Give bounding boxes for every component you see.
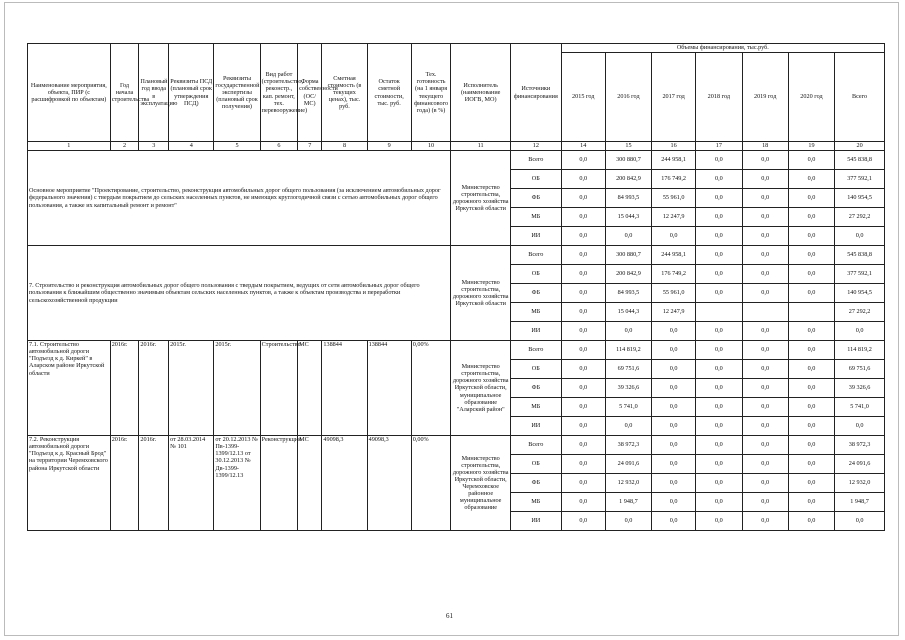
value-cell: 0,0: [835, 227, 885, 246]
value-cell: 0,0: [788, 493, 834, 512]
source-cell: ФБ: [510, 189, 561, 208]
value-cell: 0,0: [788, 417, 834, 436]
header-ownership: Форма собственности (ОС/МС): [298, 44, 322, 142]
value-cell: 0,0: [742, 208, 788, 227]
value-cell: 0,0: [652, 455, 696, 474]
table-row: [28, 246, 885, 265]
value-cell: 0,0: [742, 512, 788, 531]
value-cell: 0,0: [742, 189, 788, 208]
source-cell: МБ: [510, 303, 561, 322]
object-name: 7.2. Реконструкция автомобильной дороги "Подъезд к д. Красный Брод" на территории Черемховского района Иркутской области: [28, 436, 111, 531]
value-cell: 545 838,8: [835, 151, 885, 170]
section-name: 7. Строительство и реконструкция автомобильных дорог общего пользования с твердым покрытием, ведущих от сети автомобильных дорог общего пользования к ближайшим общественно значимым объектам сельских населенных пунктов, а также к объектам производства и переработки сельскохозяйственной продукции: [28, 246, 451, 341]
value-cell: 0,0: [696, 512, 742, 531]
column-number: 6: [260, 142, 297, 151]
source-cell: Всего: [510, 151, 561, 170]
value-cell: 0,0: [561, 379, 605, 398]
value-cell: 1 948,7: [605, 493, 651, 512]
source-cell: Всего: [510, 436, 561, 455]
value-cell: 0,0: [835, 417, 885, 436]
value-cell: 0,0: [652, 417, 696, 436]
value-cell: 244 958,1: [652, 151, 696, 170]
value-cell: 0,0: [652, 227, 696, 246]
object-year-start: 2016г.: [110, 341, 139, 436]
column-number: 8: [322, 142, 367, 151]
object-planned-year: 2016г.: [139, 436, 169, 531]
value-cell: 0,0: [742, 455, 788, 474]
value-cell: 0,0: [652, 398, 696, 417]
value-cell: 0,0: [742, 151, 788, 170]
value-cell: [742, 303, 788, 322]
value-cell: 0,0: [742, 398, 788, 417]
column-number: 19: [788, 142, 834, 151]
object-remaining-cost: 138844: [367, 341, 411, 436]
source-cell: ОБ: [510, 455, 561, 474]
column-number: 9: [367, 142, 411, 151]
header-name: Наименование мероприятия, объекта, ПИР (с расшифровкой по объектам): [28, 44, 111, 142]
value-cell: 0,0: [696, 189, 742, 208]
value-cell: 0,0: [605, 417, 651, 436]
value-cell: 0,0: [561, 246, 605, 265]
column-number: 14: [561, 142, 605, 151]
value-cell: 0,0: [742, 474, 788, 493]
value-cell: 55 961,0: [652, 189, 696, 208]
value-cell: 15 044,3: [605, 303, 651, 322]
value-cell: 0,0: [652, 322, 696, 341]
value-cell: 0,0: [561, 189, 605, 208]
value-cell: 0,0: [788, 208, 834, 227]
column-number: 5: [214, 142, 260, 151]
value-cell: 0,0: [652, 341, 696, 360]
value-cell: 0,0: [742, 436, 788, 455]
financing-table: [27, 43, 885, 531]
value-cell: 0,0: [788, 436, 834, 455]
source-cell: ФБ: [510, 379, 561, 398]
object-name: 7.1. Строительство автомобильной дороги "Подъезд к д. Киркей" в Аларском районе Иркутской области: [28, 341, 111, 436]
value-cell: 0,0: [788, 265, 834, 284]
value-cell: 0,0: [742, 341, 788, 360]
value-cell: 0,0: [561, 455, 605, 474]
value-cell: 0,0: [561, 284, 605, 303]
value-cell: 0,0: [561, 322, 605, 341]
value-cell: 0,0: [788, 322, 834, 341]
value-cell: 0,0: [788, 341, 834, 360]
header-executor: Исполнитель (наименование ИОГВ, МО): [451, 44, 511, 142]
source-cell: МБ: [510, 493, 561, 512]
value-cell: 24 091,6: [605, 455, 651, 474]
header-year: 2017 год: [652, 53, 696, 142]
value-cell: 1 948,7: [835, 493, 885, 512]
value-cell: 0,0: [788, 246, 834, 265]
object-expertise: от 20.12.2013 № Пв-1399-1399/12.13 от 30.12.2013 № Дв-1399-1399/12.13: [214, 436, 260, 531]
value-cell: 0,0: [652, 360, 696, 379]
value-cell: 39 326,6: [605, 379, 651, 398]
value-cell: 200 842,9: [605, 265, 651, 284]
value-cell: 300 880,7: [605, 151, 651, 170]
value-cell: 0,0: [788, 455, 834, 474]
source-cell: ОБ: [510, 265, 561, 284]
object-estimated-cost: 49098,3: [322, 436, 367, 531]
value-cell: 0,0: [742, 265, 788, 284]
object-ownership: МС: [298, 341, 322, 436]
column-number: 15: [605, 142, 651, 151]
object-year-start: 2016г.: [110, 436, 139, 531]
table-row: [28, 436, 885, 455]
column-number: 16: [652, 142, 696, 151]
value-cell: 0,0: [788, 284, 834, 303]
value-cell: 0,0: [742, 379, 788, 398]
value-cell: 377 592,1: [835, 265, 885, 284]
header-year_start: Год начала строительства: [110, 44, 139, 142]
header-remaining_cost: Остаток сметной стоимости, тыс. руб.: [367, 44, 411, 142]
value-cell: 114 819,2: [835, 341, 885, 360]
value-cell: 0,0: [742, 417, 788, 436]
source-cell: Всего: [510, 341, 561, 360]
value-cell: 0,0: [561, 208, 605, 227]
value-cell: 15 044,3: [605, 208, 651, 227]
value-cell: 0,0: [561, 303, 605, 322]
value-cell: 0,0: [696, 398, 742, 417]
header-expertise_requisites: Реквизиты государственной экспертизы (плановый срок получения): [214, 44, 260, 142]
value-cell: 176 749,2: [652, 265, 696, 284]
section-executor: Министерство строительства, дорожного хозяйства Иркутской области: [451, 246, 511, 341]
header-year: 2020 год: [788, 53, 834, 142]
column-number: 3: [139, 142, 169, 151]
value-cell: 0,0: [605, 512, 651, 531]
source-cell: ИИ: [510, 512, 561, 531]
column-number: 12: [510, 142, 561, 151]
value-cell: 0,0: [696, 379, 742, 398]
value-cell: 114 819,2: [605, 341, 651, 360]
column-number: 11: [451, 142, 511, 151]
value-cell: 300 880,7: [605, 246, 651, 265]
value-cell: 0,0: [561, 170, 605, 189]
column-number: 2: [110, 142, 139, 151]
value-cell: 0,0: [652, 436, 696, 455]
value-cell: 84 993,5: [605, 189, 651, 208]
value-cell: 69 751,6: [605, 360, 651, 379]
value-cell: 38 972,3: [605, 436, 651, 455]
object-psd: от 28.03.2014 № 101: [169, 436, 214, 531]
value-cell: 55 961,0: [652, 284, 696, 303]
value-cell: 0,0: [652, 379, 696, 398]
value-cell: 0,0: [561, 151, 605, 170]
value-cell: 0,0: [696, 436, 742, 455]
object-work-type: Строительство: [260, 341, 297, 436]
value-cell: 84 993,5: [605, 284, 651, 303]
value-cell: 38 972,3: [835, 436, 885, 455]
value-cell: 0,0: [788, 474, 834, 493]
value-cell: 0,0: [696, 493, 742, 512]
value-cell: 0,0: [742, 227, 788, 246]
value-cell: 0,0: [742, 170, 788, 189]
object-readiness: 0,00%: [411, 436, 451, 531]
table-row: [28, 341, 885, 360]
value-cell: 0,0: [742, 284, 788, 303]
value-cell: 0,0: [561, 341, 605, 360]
value-cell: 0,0: [561, 398, 605, 417]
value-cell: 0,0: [696, 455, 742, 474]
value-cell: 0,0: [788, 398, 834, 417]
value-cell: 0,0: [835, 512, 885, 531]
value-cell: 140 954,5: [835, 284, 885, 303]
object-psd: 2015г.: [169, 341, 214, 436]
source-cell: Всего: [510, 246, 561, 265]
value-cell: 0,0: [652, 512, 696, 531]
value-cell: 244 958,1: [652, 246, 696, 265]
object-readiness: 0,00%: [411, 341, 451, 436]
value-cell: 27 292,2: [835, 208, 885, 227]
header-psd_requisites: Реквизиты ПСД (плановый срок утверждения ПСД): [169, 44, 214, 142]
value-cell: 27 292,2: [835, 303, 885, 322]
value-cell: [696, 303, 742, 322]
column-number: 4: [169, 142, 214, 151]
value-cell: 0,0: [742, 360, 788, 379]
header-total: Всего: [835, 53, 885, 142]
value-cell: 0,0: [696, 151, 742, 170]
header-planned_year: Плановый год ввода в эксплуатацию: [139, 44, 169, 142]
value-cell: 545 838,8: [835, 246, 885, 265]
value-cell: 39 326,6: [835, 379, 885, 398]
value-cell: 0,0: [788, 360, 834, 379]
value-cell: 5 741,0: [605, 398, 651, 417]
value-cell: 0,0: [652, 493, 696, 512]
value-cell: 0,0: [788, 151, 834, 170]
source-cell: ОБ: [510, 360, 561, 379]
header-year: 2015 год: [561, 53, 605, 142]
value-cell: 0,0: [788, 379, 834, 398]
value-cell: 0,0: [561, 265, 605, 284]
value-cell: 0,0: [696, 265, 742, 284]
object-executor: Министерство строительства, дорожного хозяйства Иркутской области, муниципальное образование "Аларский район": [451, 341, 511, 436]
value-cell: 0,0: [561, 417, 605, 436]
value-cell: 0,0: [696, 227, 742, 246]
value-cell: 0,0: [696, 417, 742, 436]
value-cell: 0,0: [696, 341, 742, 360]
value-cell: 12 932,0: [835, 474, 885, 493]
value-cell: 377 592,1: [835, 170, 885, 189]
page-number: 61: [446, 612, 453, 620]
header-readiness: Тех. готовность (на 1 января текущего финансового года) (в %): [411, 44, 451, 142]
value-cell: 12 932,0: [605, 474, 651, 493]
value-cell: 24 091,6: [835, 455, 885, 474]
column-number: 10: [411, 142, 451, 151]
header-year: 2018 год: [696, 53, 742, 142]
object-executor: Министерство строительства, дорожного хозяйства Иркутской области, Черемховское районное муниципальное образование: [451, 436, 511, 531]
value-cell: 0,0: [696, 474, 742, 493]
value-cell: 0,0: [788, 227, 834, 246]
source-cell: ФБ: [510, 284, 561, 303]
value-cell: 0,0: [696, 360, 742, 379]
value-cell: 12 247,9: [652, 208, 696, 227]
value-cell: 0,0: [561, 360, 605, 379]
value-cell: 0,0: [696, 246, 742, 265]
object-expertise: 2015г.: [214, 341, 260, 436]
value-cell: 0,0: [696, 208, 742, 227]
value-cell: 0,0: [788, 512, 834, 531]
object-ownership: МС: [298, 436, 322, 531]
column-number: 17: [696, 142, 742, 151]
value-cell: 0,0: [652, 474, 696, 493]
header-financing-title: Объемы финансирования, тыс.руб.: [561, 44, 884, 53]
value-cell: 12 247,9: [652, 303, 696, 322]
value-cell: 0,0: [561, 493, 605, 512]
value-cell: 69 751,6: [835, 360, 885, 379]
column-number: 18: [742, 142, 788, 151]
table-row: [28, 151, 885, 170]
header-work_type: Вид работ (строительство, реконстр., кап. ремонт, тех. перевооружение): [260, 44, 297, 142]
value-cell: 0,0: [561, 227, 605, 246]
value-cell: 0,0: [788, 189, 834, 208]
value-cell: 0,0: [696, 284, 742, 303]
object-remaining-cost: 49098,3: [367, 436, 411, 531]
value-cell: 0,0: [696, 322, 742, 341]
source-cell: ОБ: [510, 170, 561, 189]
value-cell: 0,0: [788, 170, 834, 189]
column-number: 20: [835, 142, 885, 151]
value-cell: 0,0: [742, 246, 788, 265]
section-executor: Министерство строительства, дорожного хозяйства Иркутской области: [451, 151, 511, 246]
value-cell: 0,0: [605, 322, 651, 341]
object-estimated-cost: 138844: [322, 341, 367, 436]
column-number: 1: [28, 142, 111, 151]
value-cell: 0,0: [835, 322, 885, 341]
object-planned-year: 2016г.: [139, 341, 169, 436]
value-cell: 0,0: [561, 474, 605, 493]
value-cell: 0,0: [561, 436, 605, 455]
section-name: Основное мероприятие "Проектирование, строительство, реконструкция автомобильных дорог общего пользования (за исключением автомобильных дорог федерального значения) с твердым покрытием до сельских населенных пунктов, не имеющих круглогодичной связи с сетью автомобильных дорог общего пользования, а также их капитальный ремонт и ремонт": [28, 151, 451, 246]
value-cell: 0,0: [696, 170, 742, 189]
value-cell: 0,0: [605, 227, 651, 246]
header-year: 2016 год: [605, 53, 651, 142]
value-cell: 200 842,9: [605, 170, 651, 189]
value-cell: 140 954,5: [835, 189, 885, 208]
source-cell: ИИ: [510, 227, 561, 246]
source-cell: МБ: [510, 208, 561, 227]
header-estimated_cost: Сметная стоимость (в текущих ценах), тыс. руб.: [322, 44, 367, 142]
value-cell: 0,0: [742, 322, 788, 341]
source-cell: МБ: [510, 398, 561, 417]
value-cell: [788, 303, 834, 322]
value-cell: 5 741,0: [835, 398, 885, 417]
value-cell: 0,0: [742, 493, 788, 512]
source-cell: ФБ: [510, 474, 561, 493]
source-cell: ИИ: [510, 322, 561, 341]
object-work-type: Реконструкция: [260, 436, 297, 531]
column-number: 7: [298, 142, 322, 151]
value-cell: 176 749,2: [652, 170, 696, 189]
source-cell: ИИ: [510, 417, 561, 436]
header-sources: Источники финансирования: [510, 44, 561, 142]
value-cell: 0,0: [561, 512, 605, 531]
header-year: 2019 год: [742, 53, 788, 142]
